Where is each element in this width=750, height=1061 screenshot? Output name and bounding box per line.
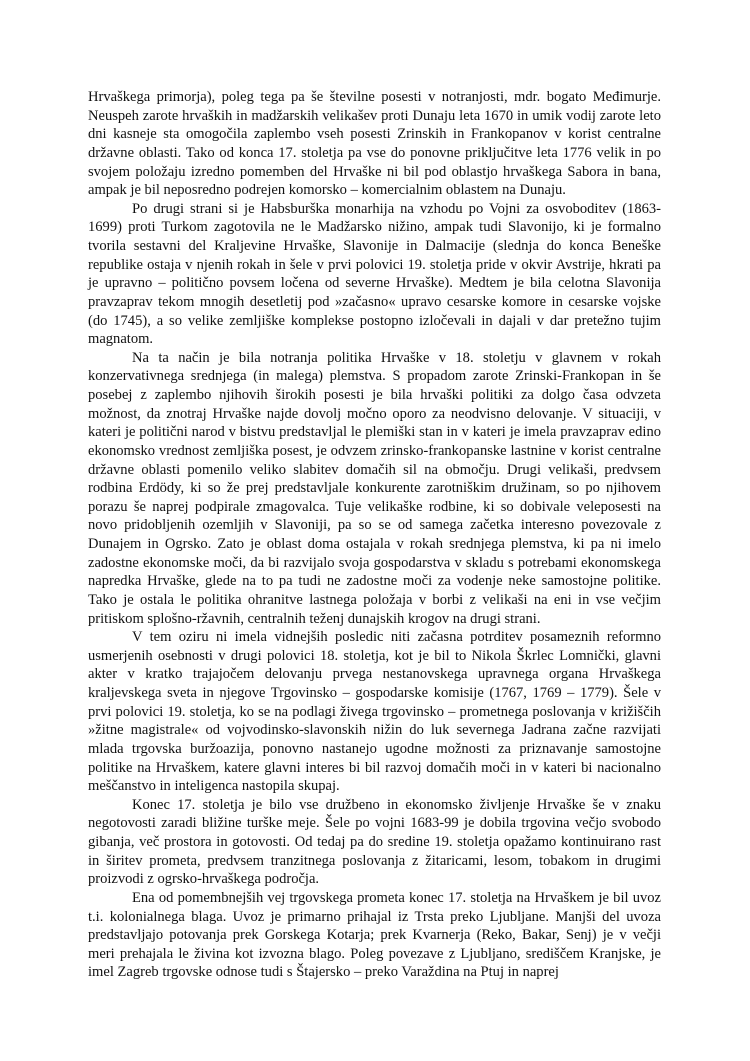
paragraph-5: Konec 17. stoletja je bilo vse družbeno in ekonomsko življenje Hrvaške še v znaku negotovosti zaradi bližine turške meje. Šele po vojni 1683-99 je dobila trgovina večjo svobodo gibanja, več prostora in gotovosti. Od tedaj pa do sredine 19. stoletja opažamo kontinuirano rast in širitev prometa, predvsem tranzitnega poslovanja z žitaricami, lesom, tobakom in drugimi proizvodi z ogrsko-hrvaškega področja. [88,796,661,888]
paragraph-6: Ena od pomembnejših vej trgovskega prometa konec 17. stoletja na Hrvaškem je bil uvoz t.i. kolonialnega blaga. Uvoz je primarno prihajal iz Trsta preko Ljubljane. Manjši del uvoza predstavljajo potovanja prek Gorskega Kotarja; prek Kvarnerja (Reko, Bakar, Senj) je v večji meri prehajala le živina kot izvozna blago. Poleg povezave z Ljubljano, središčem Kranjske, je imel Zagreb trgovske odnose tudi s Štajersko – preko Varaždina na Ptuj in naprej [88,889,661,981]
paragraph-1: Hrvaškega primorja), poleg tega pa še številne posesti v notranjosti, mdr. bogato Međimurje. Neuspeh zarote hrvaških in madžarskih velikašev proti Dunaju leta 1670 in umik vodij zarote leto dni kasneje sta omogočila zaplembo vseh posesti Zrinskih in Frankopanov v korist centralne državne oblasti. Tako od konca 17. stoletja pa vse do ponovne priključitve leta 1776 velik in po svojem položaju izredno pomemben del Hrvaške ni bil pod oblastjo hrvaškega Sabora in bana, ampak je bil neposredno podrejen komorsko – komercialnim oblastem na Dunaju. [88,89,661,199]
paragraph-3: Na ta način je bila notranja politika Hrvaške v 18. stoletju v glavnem v rokah konzervativnega srednjega (in malega) plemstva. S propadom zarote Zrinski-Frankopan in še posebej z zaplembo njihovih širokih posesti je bila hrvaški politiki za dolgo časa odvzeta možnost, da znotraj Hrvaške najde dovolj močno oporo za neodvisno delovanje. V situaciji, v kateri je politični narod v bistvu predstavljal le plemiški stan in v kateri je imela pravzaprav edino ekonomsko vrednost zemljiška posest, je odvzem zrinsko-frankopanske lastnine v korist centralne državne oblasti pomenilo veliko slabitev domačih sil na območju. Drugi velikaši, predvsem rodbina Erdödy, ki so že prej predstavljale konkurente zarotniškim družinam, so po njihovem porazu še naprej podpirale zmagovalca. Tuje velikaške rodbine, ki so dobivale veleposesti na novo pridobljenih ozemljih v Slavoniji, pa so se od samega začetka interesno povezovale z Dunajem in Ogrsko. Zato je oblast doma ostajala v rokah srednjega plemstva, ki pa ni imelo zadostne ekonomske moči, da bi razvijalo svoja gospodarstva v skladu s potrebami ekonomskega napredka Hrvaške, glede na to pa tudi ne zadostne moči za vodenje neke samostojne politike. Tako je ostala le politika ohranitve lastnega položaja v borbi z velikaši na eni in vse večjim pritiskom splošno-ržavnih, centralnih teženj dunajskih krogov na drugi strani. [88,349,661,627]
paragraph-2: Po drugi strani si je Habsburška monarhija na vzhodu po Vojni za osvoboditev (1863-1699) proti Turkom zagotovila ne le Madžarsko nižino, ampak tudi Slavonijo, ki je formalno tvorila sestavni del Kraljevine Hrvaške, Slavonije in Dalmacije (slednja do konca Beneške republike ostaja v njenih rokah in šele v prvi polovici 19. stoletja pride v okvir Avstrije, hkrati pa je upravno – politično povsem ločena od severne Hrvaške). Medtem je bila celotna Slavonija pravzaprav tekom mnogih desetletij pod »začasno« upravo cesarske komore in cesarske vojske (do 1745), a so velike zemljiške komplekse postopno izločevali in dajali v dar pretežno tujim magnatom. [88,200,661,348]
document-page [88,88,661,982]
paragraph-4: V tem oziru ni imela vidnejših posledic niti začasna potrditev posameznih reformno usmerjenih osebnosti v drugi polovici 18. stoletja, kot je bil to Nikola Škrlec Lomnički, glavni akter v kratko trajajočem delovanju prvega nestanovskega upravnega organa Hrvaškega kraljevskega sveta in njegove Trgovinsko – gospodarske komisije (1767, 1769 – 1779). Šele v prvi polovici 19. stoletja, ko se na podlagi živega trgovinsko – prometnega poslovanja v križiščih »žitne magistrale« od vojvodinsko-slavonskih nižin do luk severnega Jadrana začne razvijati mlada trgovska buržoazija, ponovno nastanejo ugodne možnosti za priznavanje samostojne politike na Hrvaškem, katere glavni interes bi bil razvoj domačih moči in v kateri bi nacionalno meščanstvo in inteligenca nastopila skupaj. [88,629,661,795]
